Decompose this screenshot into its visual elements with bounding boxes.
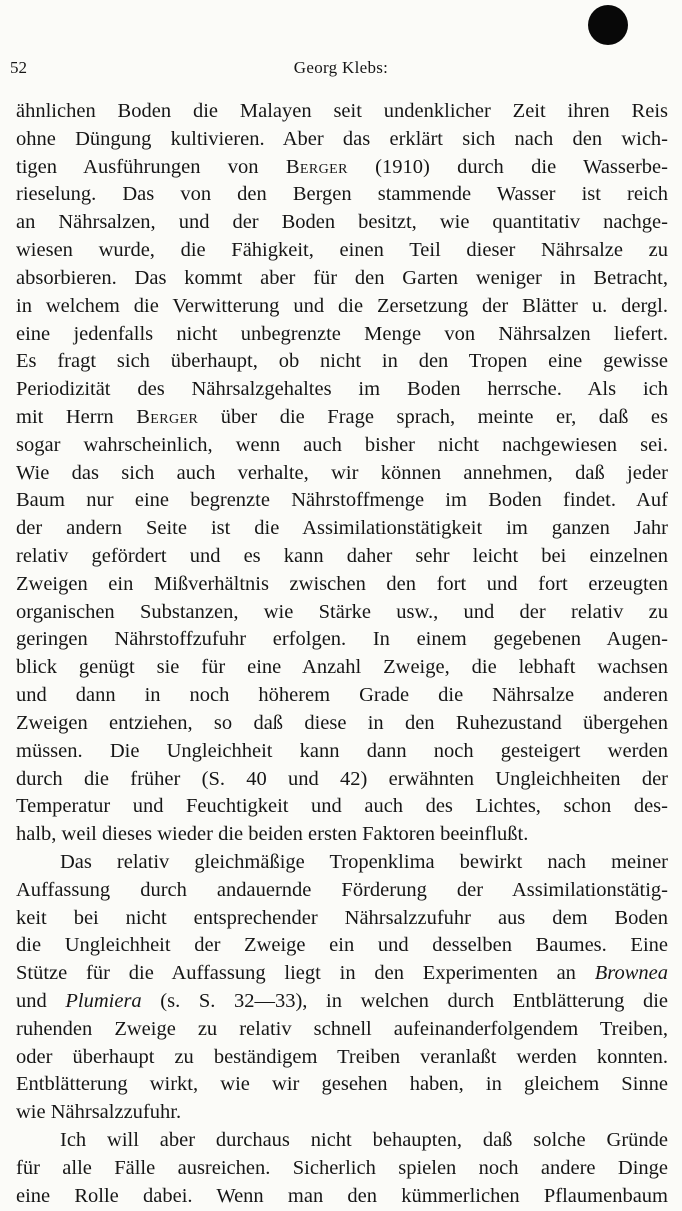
running-title: Georg Klebs: xyxy=(293,58,389,77)
genus-name: Brownea xyxy=(594,962,668,985)
text-line: Es fragt sich überhaupt, ob nicht in den Tropen eine gewisse xyxy=(16,350,668,373)
text-line: Wie das sich auch verhalte, wir können annehmen, daß jeder xyxy=(16,461,668,484)
text-line: Baum nur eine begrenzte Nährstoffmenge im Boden findet. Auf xyxy=(16,489,668,512)
text-line xyxy=(16,988,668,1016)
text-segment: (1910) durch die Wasserbe- xyxy=(347,155,668,178)
text-line: sogar wahrscheinlich, wenn auch bisher nicht nachgewiesen sei. xyxy=(16,433,668,456)
text-line xyxy=(16,960,668,988)
running-head xyxy=(10,58,672,82)
text-line: an Nährsalzen, und der Boden besitzt, wie quantitativ nachge- xyxy=(16,211,668,234)
text-line: der andern Seite ist die Assimilationstätigkeit im ganzen Jahr xyxy=(16,517,668,540)
text-line: für alle Fälle ausreichen. Sicherlich spielen noch andere Dinge xyxy=(16,1156,668,1179)
text-line: eine Rolle dabei. Wenn man den kümmerlichen Pflaumenbaum xyxy=(16,1184,668,1207)
text-line: absorbieren. Das kommt aber für den Garten weniger in Betracht, xyxy=(16,266,668,289)
text-line: Zweigen ein Mißverhältnis zwischen den fort und fort erzeugten xyxy=(16,572,668,595)
text-segment: über die Frage sprach, meinte er, daß es xyxy=(198,405,668,428)
text-line: Das relativ gleichmäßige Tropenklima bewirkt nach meiner xyxy=(60,850,668,873)
text-line: geringen Nährstoffzufuhr erfolgen. In einem gegebenen Augen- xyxy=(16,628,668,651)
text-line: organischen Substanzen, wie Stärke usw., und der relativ zu xyxy=(16,600,668,623)
text-line: und dann in noch höherem Grade die Nährsalze anderen xyxy=(16,684,668,707)
text-line: Entblätterung wirkt, wie wir gesehen haben, in gleichem Sinne xyxy=(16,1073,668,1096)
text-line: blick genügt sie für eine Anzahl Zweige, die lebhaft wachsen xyxy=(16,656,668,679)
text-segment: (s. S. 32—33), in welchen durch Entblätterung die xyxy=(141,990,668,1012)
text-line: rieselung. Das von den Bergen stammende Wasser ist reich xyxy=(16,183,668,206)
author-name: Berger xyxy=(285,155,348,178)
text-line: relativ gefördert und es kann daher sehr leicht bei einzelnen xyxy=(16,545,668,567)
text-line: die Ungleichheit der Zweige ein und desselben Baumes. Eine xyxy=(16,934,668,957)
text-line: Periodizität des Nährsalzgehaltes im Boden herrsche. Als ich xyxy=(16,378,668,401)
ink-dot xyxy=(588,5,628,45)
text-line: in welchem die Verwitterung und die Zersetzung der Blätter u. dergl. xyxy=(16,294,668,317)
page-number: 52 xyxy=(10,58,27,77)
text-line xyxy=(16,154,668,182)
text-segment: Stütze für die Auffassung liegt in den Experimenten an xyxy=(16,962,595,985)
text-segment: tigen Ausführungen von xyxy=(16,155,286,178)
text-line: müssen. Die Ungleichheit kann dann noch gesteigert werden xyxy=(16,739,668,762)
text-line: oder überhaupt zu beständigem Treiben veranlaßt werden konnten. xyxy=(16,1045,668,1068)
text-line xyxy=(16,404,668,432)
text-line: wie Nährsalzzufuhr. xyxy=(16,1101,182,1124)
text-segment: und xyxy=(16,990,66,1012)
text-line: Ich will aber durchaus nicht behaupten, daß solche Gründe xyxy=(60,1129,668,1152)
text-line: durch die früher (S. 40 und 42) erwähnten Ungleichheiten der xyxy=(16,767,668,790)
text-line: Auffassung durch andauernde Förderung der Assimilationstätig- xyxy=(16,878,668,901)
text-line: wiesen wurde, die Fähigkeit, einen Teil dieser Nährsalze zu xyxy=(16,239,668,262)
text-line: Temperatur und Feuchtigkeit und auch des Lichtes, schon des- xyxy=(16,795,668,818)
text-line: ähnlichen Boden die Malayen seit undenklicher Zeit ihren Reis xyxy=(16,100,668,122)
text-line: Zweigen entziehen, so daß diese in den Ruhezustand übergehen xyxy=(16,711,668,734)
text-line: halb, weil dieses wieder die beiden ersten Faktoren beeinflußt. xyxy=(16,823,529,846)
author-name: Berger xyxy=(136,405,199,428)
text-segment: mit Herrn xyxy=(16,405,137,428)
text-line: ohne Düngung kultivieren. Aber das erklärt sich nach den wich- xyxy=(16,127,668,150)
text-line: keit bei nicht entsprechender Nährsalzzufuhr aus dem Boden xyxy=(16,906,668,929)
body-text xyxy=(16,98,668,1211)
text-line: ruhenden Zweige zu relativ schnell aufeinanderfolgendem Treiben, xyxy=(16,1017,668,1040)
genus-name: Plumiera xyxy=(65,990,142,1012)
text-line: eine jedenfalls nicht unbegrenzte Menge von Nährsalzen liefert. xyxy=(16,322,668,345)
